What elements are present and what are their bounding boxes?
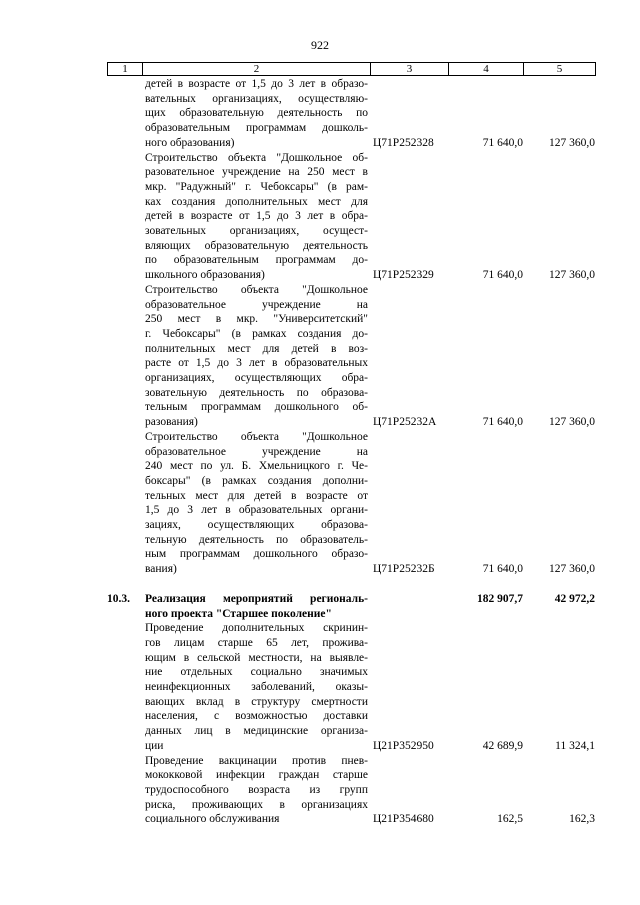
description-line: организациях, осуществляющих обра- xyxy=(145,372,368,385)
description-line: ции xyxy=(145,739,164,752)
section-number: 10.3. xyxy=(107,592,130,605)
description-line: зовательную деятельность по образова- xyxy=(145,386,368,399)
column-header: 5 xyxy=(524,63,596,76)
section-title-line: ного проекта "Старшее поколение" xyxy=(145,607,332,620)
description-line: гов лицам старше 65 лет, прожива- xyxy=(145,636,368,649)
amount-col-4: 71 640,0 xyxy=(482,416,523,429)
description-line: тельных мест для детей в возрасте от xyxy=(145,489,368,502)
description-line: щих образовательную деятельность по xyxy=(145,107,368,120)
amount-col-5: 162,3 xyxy=(569,813,595,826)
description-line: Строительство объекта "Дошкольное xyxy=(145,430,368,443)
description-line: детей в возрасте от 1,5 до 3 лет в образо- xyxy=(145,78,368,90)
budget-code: Ц71Р25232Б xyxy=(373,563,435,576)
amount-col-5: 11 324,1 xyxy=(555,739,595,752)
page-number: 922 xyxy=(311,38,329,52)
budget-code: Ц21Р354680 xyxy=(373,813,434,826)
row-description xyxy=(145,77,368,151)
table-row xyxy=(0,151,640,283)
amount-col-4: 162,5 xyxy=(497,813,523,826)
amount-col-4: 71 640,0 xyxy=(482,136,523,149)
budget-code: Ц71Р252328 xyxy=(373,136,434,149)
section-title xyxy=(145,592,368,621)
description-line: 240 мест по ул. Б. Хмельницкого г. Че- xyxy=(145,460,368,473)
description-line: ного образования) xyxy=(145,136,235,149)
table-row xyxy=(0,77,640,151)
table-row xyxy=(0,754,640,828)
description-line: 1,5 до 3 лет в образовательных органи- xyxy=(145,504,368,517)
description-line: Строительство объекта "Дошкольное об- xyxy=(145,151,368,164)
description-line: вляющих образовательную деятельность xyxy=(145,239,368,252)
section-title-line: Реализация мероприятий региональ- xyxy=(145,592,368,605)
section-total-col-4: 182 907,7 xyxy=(477,592,523,605)
description-line: вающих вклад в структуру смертности xyxy=(145,695,368,708)
column-header: 4 xyxy=(449,63,524,76)
row-description xyxy=(145,283,368,430)
description-line: социального обслуживания xyxy=(145,813,280,826)
description-line: зовательных организациях, осущест- xyxy=(145,225,368,238)
row-description xyxy=(145,430,368,577)
description-line: Проведение дополнительных скринин- xyxy=(145,622,368,635)
description-line: образовательным программам дошколь- xyxy=(145,122,368,135)
table-row xyxy=(0,621,640,753)
description-line: населения, с возможностью доставки xyxy=(145,710,368,723)
description-line: по образовательным программам до- xyxy=(145,254,368,267)
description-line: тельным программам дошкольного об- xyxy=(145,401,368,414)
description-line: 250 мест в мкр. "Университетский" xyxy=(145,313,368,326)
description-line: тельную деятельность по образователь- xyxy=(145,533,368,546)
description-line: образовательное учреждение на xyxy=(145,298,368,311)
column-header: 3 xyxy=(371,63,449,76)
description-line: полнительных мест для детей в воз- xyxy=(145,342,368,355)
amount-col-5: 127 360,0 xyxy=(549,416,595,429)
description-line: мкр. "Радужный" г. Чебоксары" (в рам- xyxy=(145,180,368,193)
description-line: данных лиц в медицинские организа- xyxy=(145,725,368,738)
column-header-table xyxy=(107,62,596,76)
description-line: неинфекционных заболеваний, оказы- xyxy=(145,681,368,693)
section-header-row xyxy=(0,592,640,621)
amount-col-5: 127 360,0 xyxy=(549,269,595,282)
description-line: разования) xyxy=(145,416,198,429)
amount-col-5: 127 360,0 xyxy=(549,136,595,149)
description-line: вательных организациях, осуществляю- xyxy=(145,92,368,105)
table-row xyxy=(0,430,640,577)
description-line: расте от 1,5 до 3 лет в образовательных xyxy=(145,357,368,370)
description-line: Строительство объекта "Дошкольное xyxy=(145,283,368,296)
row-description xyxy=(145,754,368,828)
description-line: ках создания дополнительных мест для xyxy=(145,195,368,208)
description-line: боксары" (в рамках создания дополни- xyxy=(145,474,368,487)
description-line: мококковой инфекции граждан старше xyxy=(145,769,368,782)
budget-code: Ц21Р352950 xyxy=(373,739,434,752)
description-line: вания) xyxy=(145,563,177,576)
amount-col-5: 127 360,0 xyxy=(549,563,595,576)
table-row xyxy=(0,283,640,430)
description-line: ние отдельных социально значимых xyxy=(145,666,368,679)
amount-col-4: 71 640,0 xyxy=(482,269,523,282)
description-line: ющим в сельской местности, на выявле- xyxy=(145,651,368,664)
description-line: г. Чебоксары" (в рамках создания до- xyxy=(145,327,368,340)
description-line: риска, проживающих в организациях xyxy=(145,798,368,811)
column-header: 1 xyxy=(108,63,143,76)
description-line: образовательное учреждение на xyxy=(145,445,368,458)
description-line: трудоспособного возраста из групп xyxy=(145,783,368,796)
amount-col-4: 71 640,0 xyxy=(482,563,523,576)
description-line: детей в возрасте от 1,5 до 3 лет в обра- xyxy=(145,210,368,223)
description-line: зациях, осуществляющих образова- xyxy=(145,519,368,532)
row-description xyxy=(145,621,368,753)
description-line: школьного образования) xyxy=(145,269,265,282)
description-line: Проведение вакцинации против пнев- xyxy=(145,754,368,767)
description-line: разовательное учреждение на 250 мест в xyxy=(145,166,368,179)
description-line: ным программам дошкольного образо- xyxy=(145,548,368,561)
row-description xyxy=(145,151,368,283)
section-total-col-5: 42 972,2 xyxy=(554,592,595,605)
column-header: 2 xyxy=(143,63,371,76)
budget-code: Ц71Р252329 xyxy=(373,269,434,282)
budget-code: Ц71Р25232А xyxy=(373,416,437,429)
amount-col-4: 42 689,9 xyxy=(482,739,523,752)
